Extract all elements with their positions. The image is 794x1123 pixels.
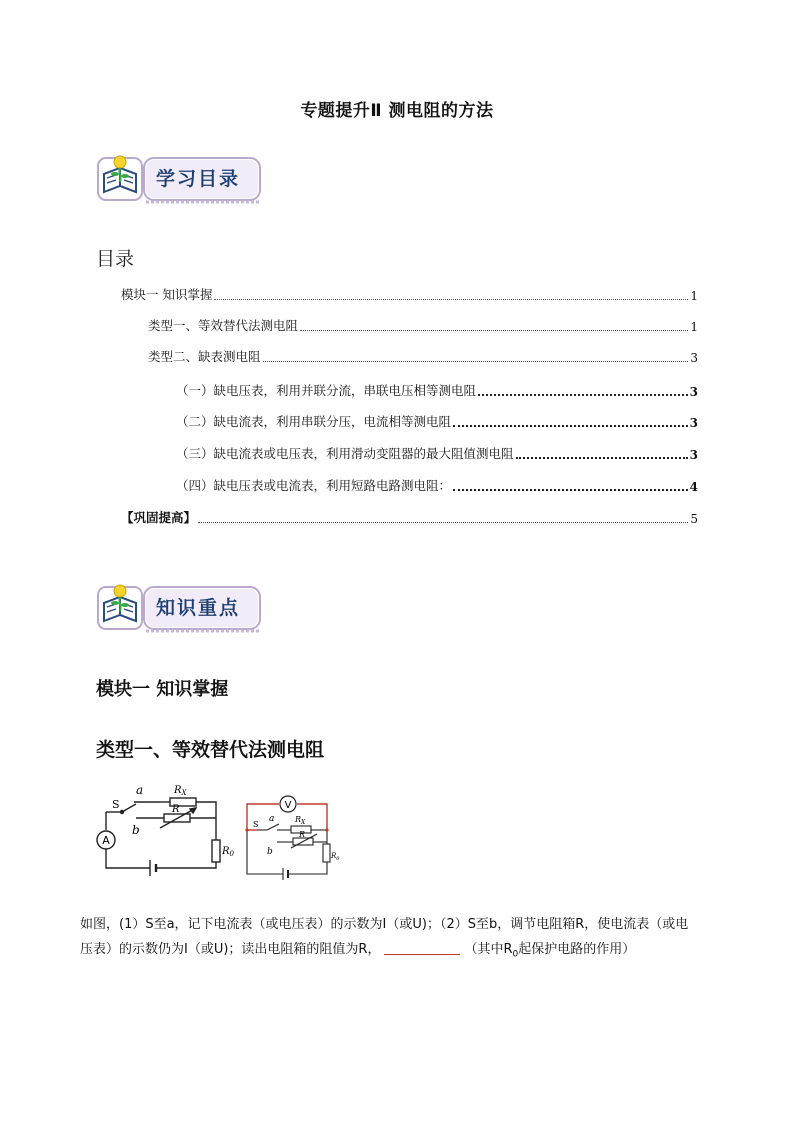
svg-text:R0 bbox=[221, 846, 235, 858]
toc-entry-type1[interactable]: 类型一、等效替代法测电阻 1 bbox=[148, 318, 698, 334]
page-title: 专题提升Ⅱ 测电阻的方法 bbox=[300, 101, 494, 121]
toc-entry-review[interactable]: 【巩固提高】 5 bbox=[121, 510, 698, 526]
toc-heading: 目录 bbox=[96, 248, 135, 270]
svg-text:R0 bbox=[330, 852, 340, 862]
r0-sub: 0 bbox=[229, 850, 234, 858]
banner-label: 知识重点 bbox=[156, 597, 241, 619]
voltmeter-label: V bbox=[284, 800, 292, 811]
r0-sub: 0 bbox=[336, 856, 340, 862]
banner-label: 学习目录 bbox=[156, 168, 241, 190]
toc-leader bbox=[300, 330, 688, 331]
ammeter-label: A bbox=[102, 834, 110, 847]
contact-b-label: b bbox=[267, 847, 273, 857]
r-label: R bbox=[172, 804, 180, 815]
toc-entry-sub4[interactable]: （四）缺电压表或电流表，利用短路电路测电阻： 4 bbox=[176, 478, 698, 494]
switch-label: S bbox=[253, 820, 259, 829]
toc-leader bbox=[214, 299, 688, 300]
contact-a-label: a bbox=[269, 814, 275, 824]
r0-label: R bbox=[331, 852, 337, 860]
key-points-banner bbox=[96, 581, 266, 637]
contact-b-label: b bbox=[132, 823, 140, 837]
toc-leader bbox=[453, 489, 688, 491]
toc-entry-type2[interactable]: 类型二、缺表测电阻 3 bbox=[148, 349, 698, 365]
circuit-diagram-ammeter bbox=[92, 778, 232, 874]
study-goals-banner bbox=[96, 152, 266, 208]
svg-text:RX bbox=[294, 815, 306, 826]
method-description: 如图，(1）S至a，记下电流表（或电压表）的示数为I（或U)；（2）S至b，调节电阻箱R，使电流表（或电压表）的示数仍为I（或U)；读出电阻箱的阻值为R， （其中$R_0$起保护电路的作用） bbox=[80, 917, 689, 960]
toc-leader bbox=[516, 457, 688, 459]
module-heading: 模块一 知识掌握 bbox=[96, 679, 229, 700]
rx-label: R bbox=[295, 815, 302, 824]
answer-blank[interactable] bbox=[384, 940, 460, 955]
r0-label: R bbox=[222, 846, 230, 857]
toc-leader bbox=[453, 425, 688, 427]
r-label: R bbox=[299, 830, 306, 839]
toc-entry-module1[interactable]: 模块一 知识掌握 1 bbox=[121, 287, 698, 303]
toc-entry-sub3[interactable]: （三）缺电流表或电压表，利用滑动变阻器的最大阻值测电阻 3 bbox=[176, 446, 698, 462]
toc-leader bbox=[263, 361, 689, 362]
toc-leader bbox=[198, 522, 688, 523]
contact-a-label: a bbox=[136, 783, 144, 797]
switch-label: S bbox=[112, 798, 120, 811]
toc-entry-sub1[interactable]: （一）缺电压表，利用并联分流，串联电压相等测电阻 3 bbox=[176, 383, 698, 399]
rx-sub: X bbox=[181, 789, 187, 797]
circuit-diagram-voltmeter bbox=[243, 790, 340, 876]
toc-entry-sub2[interactable]: （二）缺电流表，利用串联分压，电流相等测电阻 3 bbox=[176, 414, 698, 430]
svg-text:RX bbox=[173, 785, 188, 797]
toc-leader bbox=[478, 394, 688, 396]
rx-sub: X bbox=[301, 819, 306, 826]
rx-label: R bbox=[174, 785, 182, 796]
type-heading: 类型一、等效替代法测电阻 bbox=[96, 739, 325, 761]
